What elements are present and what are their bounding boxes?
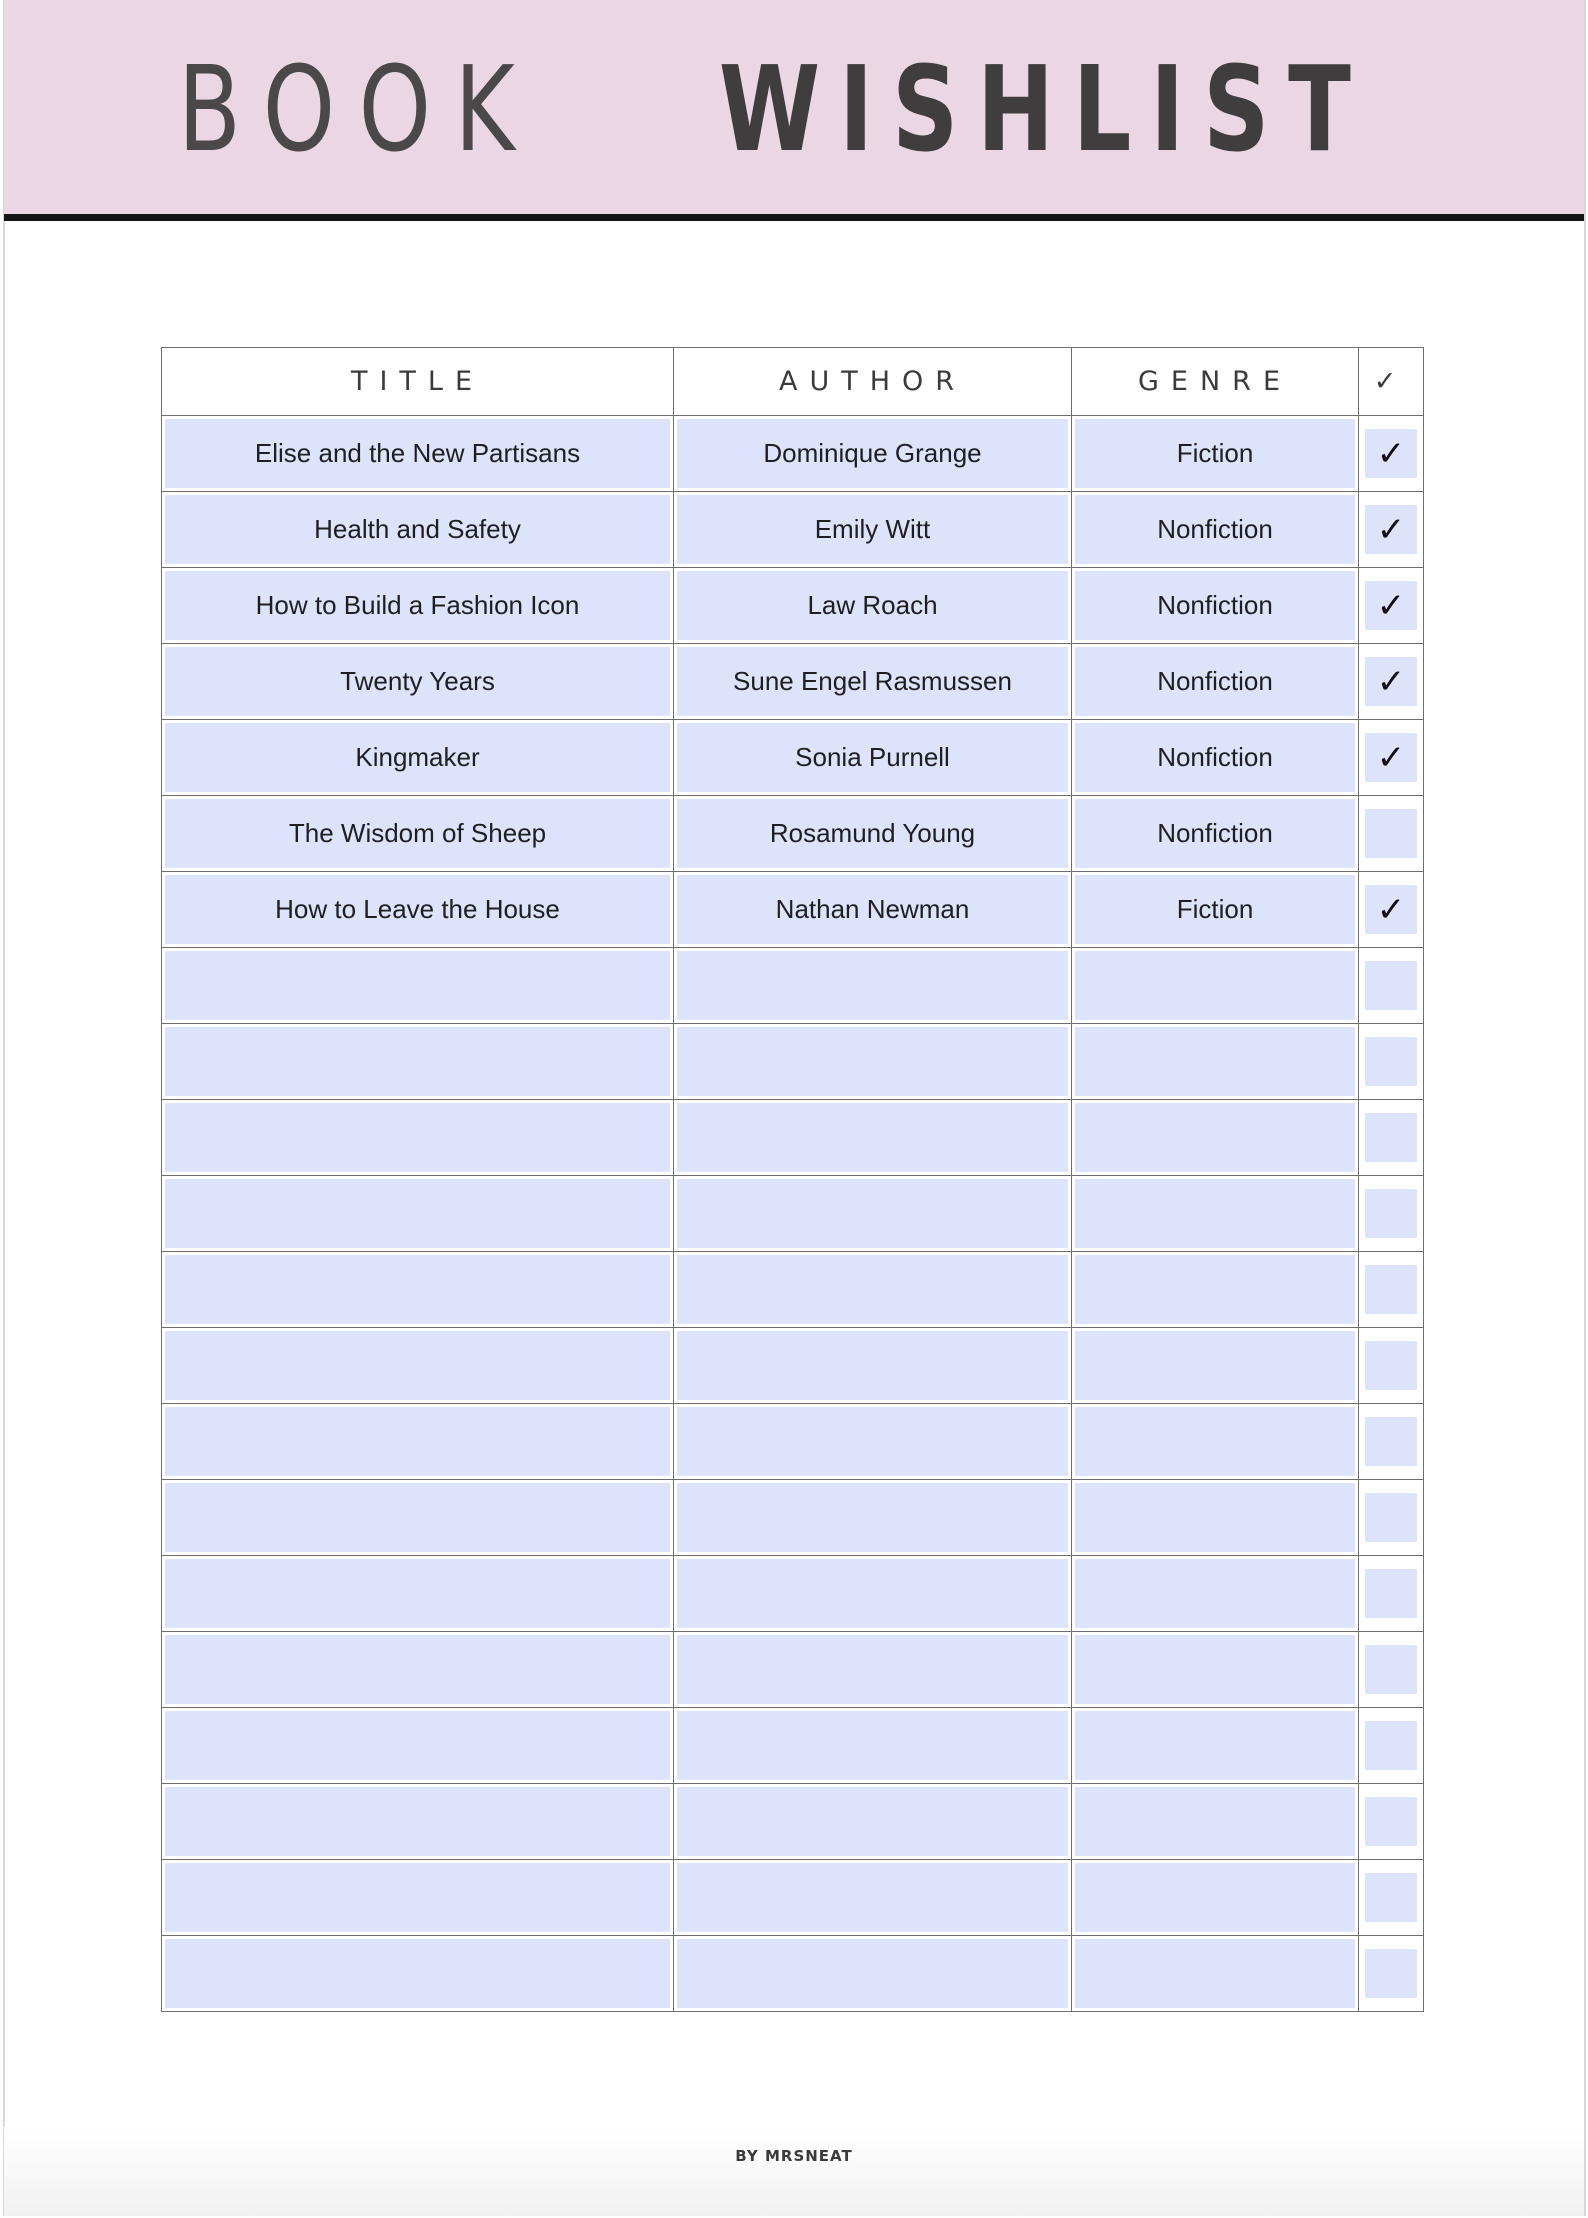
author-cell-text: Sonia Purnell [677, 723, 1068, 792]
genre-cell-text [1075, 1711, 1355, 1780]
table-row [162, 948, 1424, 1024]
author-cell-text [677, 1331, 1068, 1400]
author-cell-text [677, 1407, 1068, 1476]
genre-cell-text: Fiction [1075, 875, 1355, 944]
genre-cell-text [1075, 1635, 1355, 1704]
genre-cell-text: Nonfiction [1075, 495, 1355, 564]
title-cell-text: Kingmaker [165, 723, 670, 792]
author-cell-text: Rosamund Young [677, 799, 1068, 868]
author-cell[interactable] [674, 492, 1072, 568]
author-cell[interactable] [674, 720, 1072, 796]
checkbox[interactable] [1365, 1493, 1417, 1542]
title-cell[interactable] [162, 948, 674, 1024]
genre-cell[interactable] [1072, 1784, 1359, 1860]
title-cell[interactable] [162, 1480, 674, 1556]
checkbox[interactable] [1365, 1265, 1417, 1314]
title-cell[interactable] [162, 492, 674, 568]
genre-cell-text: Nonfiction [1075, 799, 1355, 868]
author-cell-text: Emily Witt [677, 495, 1068, 564]
title-cell[interactable] [162, 1404, 674, 1480]
author-cell-text [677, 1255, 1068, 1324]
title-cell-text [165, 1635, 670, 1704]
checkbox[interactable]: ✓ [1365, 657, 1417, 706]
author-cell[interactable] [674, 1176, 1072, 1252]
column-header-author: AUTHOR [674, 348, 1072, 416]
author-cell-text [677, 1103, 1068, 1172]
check-cell[interactable] [1359, 644, 1424, 720]
table-row [162, 1556, 1424, 1632]
genre-cell-text [1075, 1939, 1355, 2008]
title-cell[interactable] [162, 644, 674, 720]
checkbox[interactable] [1365, 1341, 1417, 1390]
check-cell[interactable] [1359, 1100, 1424, 1176]
checkbox[interactable]: ✓ [1365, 581, 1417, 630]
check-cell[interactable] [1359, 1404, 1424, 1480]
genre-cell-text [1075, 1255, 1355, 1324]
checkbox[interactable] [1365, 961, 1417, 1010]
checkbox[interactable] [1365, 1189, 1417, 1238]
title-cell[interactable] [162, 1632, 674, 1708]
checkbox[interactable] [1365, 1113, 1417, 1162]
author-cell[interactable] [674, 1936, 1072, 2012]
genre-cell-text [1075, 1027, 1355, 1096]
check-cell[interactable] [1359, 1632, 1424, 1708]
footer-credit: BY MRSNEAT [735, 2147, 853, 2165]
checkbox[interactable]: ✓ [1365, 505, 1417, 554]
author-cell[interactable] [674, 1328, 1072, 1404]
table-row [162, 644, 1424, 720]
author-cell[interactable] [674, 644, 1072, 720]
table-row [162, 796, 1424, 872]
table-row [162, 1632, 1424, 1708]
table-row [162, 1404, 1424, 1480]
column-header-check-icon: ✓ [1359, 348, 1424, 416]
genre-cell-text [1075, 1407, 1355, 1476]
genre-cell[interactable] [1072, 872, 1359, 948]
title-cell[interactable] [162, 416, 674, 492]
title-cell[interactable] [162, 1328, 674, 1404]
title-cell[interactable] [162, 796, 674, 872]
checkbox[interactable] [1365, 809, 1417, 858]
genre-cell[interactable] [1072, 1100, 1359, 1176]
checkbox[interactable] [1365, 1797, 1417, 1846]
title-bold-word: WISHLIST [718, 40, 1370, 178]
title-cell-text: How to Build a Fashion Icon [165, 571, 670, 640]
check-cell[interactable] [1359, 492, 1424, 568]
author-cell[interactable] [674, 1860, 1072, 1936]
genre-cell-text [1075, 1179, 1355, 1248]
table-row [162, 1024, 1424, 1100]
checkbox[interactable] [1365, 1037, 1417, 1086]
genre-cell-text [1075, 951, 1355, 1020]
table-row [162, 1480, 1424, 1556]
genre-cell-text: Nonfiction [1075, 723, 1355, 792]
genre-cell-text [1075, 1559, 1355, 1628]
title-cell-text [165, 951, 670, 1020]
table-row [162, 1100, 1424, 1176]
check-cell[interactable] [1359, 1860, 1424, 1936]
author-cell[interactable] [674, 1708, 1072, 1784]
table-row [162, 1860, 1424, 1936]
checkbox[interactable]: ✓ [1365, 733, 1417, 782]
checkbox[interactable] [1365, 1645, 1417, 1694]
title-cell[interactable] [162, 1024, 674, 1100]
genre-cell-text [1075, 1787, 1355, 1856]
author-cell-text: Sune Engel Rasmussen [677, 647, 1068, 716]
author-cell[interactable] [674, 1784, 1072, 1860]
genre-cell[interactable] [1072, 948, 1359, 1024]
author-cell[interactable] [674, 948, 1072, 1024]
check-cell[interactable] [1359, 1784, 1424, 1860]
genre-cell[interactable] [1072, 1252, 1359, 1328]
author-cell-text [677, 1027, 1068, 1096]
title-cell-text [165, 1483, 670, 1552]
author-cell-text [677, 1483, 1068, 1552]
title-cell-text [165, 1255, 670, 1324]
table-row [162, 872, 1424, 948]
title-cell[interactable] [162, 1784, 674, 1860]
check-cell[interactable] [1359, 1708, 1424, 1784]
title-cell[interactable] [162, 1556, 674, 1632]
genre-cell-text: Fiction [1075, 419, 1355, 488]
table-row [162, 1328, 1424, 1404]
genre-cell[interactable] [1072, 720, 1359, 796]
author-cell-text [677, 1559, 1068, 1628]
check-cell[interactable] [1359, 948, 1424, 1024]
genre-cell-text: Nonfiction [1075, 571, 1355, 640]
genre-cell[interactable] [1072, 1176, 1359, 1252]
author-cell-text [677, 1711, 1068, 1780]
genre-cell[interactable] [1072, 1480, 1359, 1556]
author-cell[interactable] [674, 568, 1072, 644]
genre-cell-text [1075, 1483, 1355, 1552]
genre-cell[interactable] [1072, 1936, 1359, 2012]
title-cell[interactable] [162, 568, 674, 644]
author-cell[interactable] [674, 1100, 1072, 1176]
genre-cell-text: Nonfiction [1075, 647, 1355, 716]
genre-cell[interactable] [1072, 1556, 1359, 1632]
genre-cell[interactable] [1072, 492, 1359, 568]
check-cell[interactable] [1359, 1252, 1424, 1328]
check-cell[interactable] [1359, 1936, 1424, 2012]
author-cell-text [677, 1635, 1068, 1704]
author-cell-text [677, 1787, 1068, 1856]
check-cell[interactable] [1359, 720, 1424, 796]
title-light-word: BOOK [177, 40, 539, 178]
table-row [162, 1176, 1424, 1252]
title-cell-text [165, 1179, 670, 1248]
genre-cell[interactable] [1072, 568, 1359, 644]
title-cell[interactable] [162, 720, 674, 796]
title-cell-text [165, 1103, 670, 1172]
author-cell-text: Nathan Newman [677, 875, 1068, 944]
title-cell-text: Health and Safety [165, 495, 670, 564]
title-cell-text [165, 1939, 670, 2008]
genre-cell[interactable] [1072, 1024, 1359, 1100]
title-cell-text: Elise and the New Partisans [165, 419, 670, 488]
table-row [162, 492, 1424, 568]
wishlist-table [161, 347, 1424, 2012]
title-cell[interactable] [162, 1936, 674, 2012]
check-cell[interactable] [1359, 872, 1424, 948]
genre-cell-text [1075, 1863, 1355, 1932]
checkbox[interactable] [1365, 1569, 1417, 1618]
title-cell-text [165, 1331, 670, 1400]
check-cell[interactable] [1359, 1176, 1424, 1252]
genre-cell[interactable] [1072, 1860, 1359, 1936]
title-cell-text [165, 1863, 670, 1932]
table-row [162, 1708, 1424, 1784]
title-cell[interactable] [162, 1100, 674, 1176]
author-cell[interactable] [674, 1252, 1072, 1328]
genre-cell[interactable] [1072, 1708, 1359, 1784]
check-cell[interactable] [1359, 568, 1424, 644]
author-cell[interactable] [674, 416, 1072, 492]
checkbox[interactable] [1365, 1949, 1417, 1998]
author-cell[interactable] [674, 1404, 1072, 1480]
checkbox[interactable] [1365, 1721, 1417, 1770]
table-row [162, 1252, 1424, 1328]
title-cell-text: The Wisdom of Sheep [165, 799, 670, 868]
title-cell[interactable] [162, 872, 674, 948]
checkbox[interactable] [1365, 1873, 1417, 1922]
genre-cell-text [1075, 1331, 1355, 1400]
genre-cell[interactable] [1072, 1328, 1359, 1404]
genre-cell[interactable] [1072, 1404, 1359, 1480]
title-cell[interactable] [162, 1176, 674, 1252]
title-cell-text [165, 1027, 670, 1096]
table-row [162, 568, 1424, 644]
title-cell[interactable] [162, 1708, 674, 1784]
check-cell[interactable] [1359, 416, 1424, 492]
genre-cell[interactable] [1072, 416, 1359, 492]
title-cell[interactable] [162, 1252, 674, 1328]
checkbox[interactable] [1365, 1417, 1417, 1466]
checkbox[interactable]: ✓ [1365, 429, 1417, 478]
check-cell[interactable] [1359, 1480, 1424, 1556]
author-cell-text [677, 951, 1068, 1020]
check-cell[interactable] [1359, 1328, 1424, 1404]
title-cell-text [165, 1787, 670, 1856]
author-cell[interactable] [674, 1632, 1072, 1708]
table-row [162, 1784, 1424, 1860]
author-cell[interactable] [674, 1024, 1072, 1100]
genre-cell[interactable] [1072, 796, 1359, 872]
author-cell[interactable] [674, 1556, 1072, 1632]
title-cell[interactable] [162, 1860, 674, 1936]
check-cell[interactable] [1359, 1556, 1424, 1632]
title-cell-text [165, 1407, 670, 1476]
author-cell[interactable] [674, 796, 1072, 872]
author-cell[interactable] [674, 872, 1072, 948]
column-header-genre: GENRE [1072, 348, 1359, 416]
table-row [162, 1936, 1424, 2012]
title-cell-text: How to Leave the House [165, 875, 670, 944]
page-title [4, 40, 1584, 178]
author-cell-text [677, 1863, 1068, 1932]
check-cell[interactable] [1359, 1024, 1424, 1100]
author-cell[interactable] [674, 1480, 1072, 1556]
title-cell-text: Twenty Years [165, 647, 670, 716]
header-band [4, 0, 1584, 221]
checkbox[interactable]: ✓ [1365, 885, 1417, 934]
check-cell[interactable] [1359, 796, 1424, 872]
author-cell-text: Dominique Grange [677, 419, 1068, 488]
footer-shade [4, 2126, 1584, 2216]
title-cell-text [165, 1711, 670, 1780]
genre-cell-text [1075, 1103, 1355, 1172]
column-header-title: TITLE [162, 348, 674, 416]
table-header-row [162, 348, 1424, 416]
title-cell-text [165, 1559, 670, 1628]
table-row [162, 416, 1424, 492]
genre-cell[interactable] [1072, 1632, 1359, 1708]
author-cell-text: Law Roach [677, 571, 1068, 640]
genre-cell[interactable] [1072, 644, 1359, 720]
table-row [162, 720, 1424, 796]
author-cell-text [677, 1939, 1068, 2008]
author-cell-text [677, 1179, 1068, 1248]
